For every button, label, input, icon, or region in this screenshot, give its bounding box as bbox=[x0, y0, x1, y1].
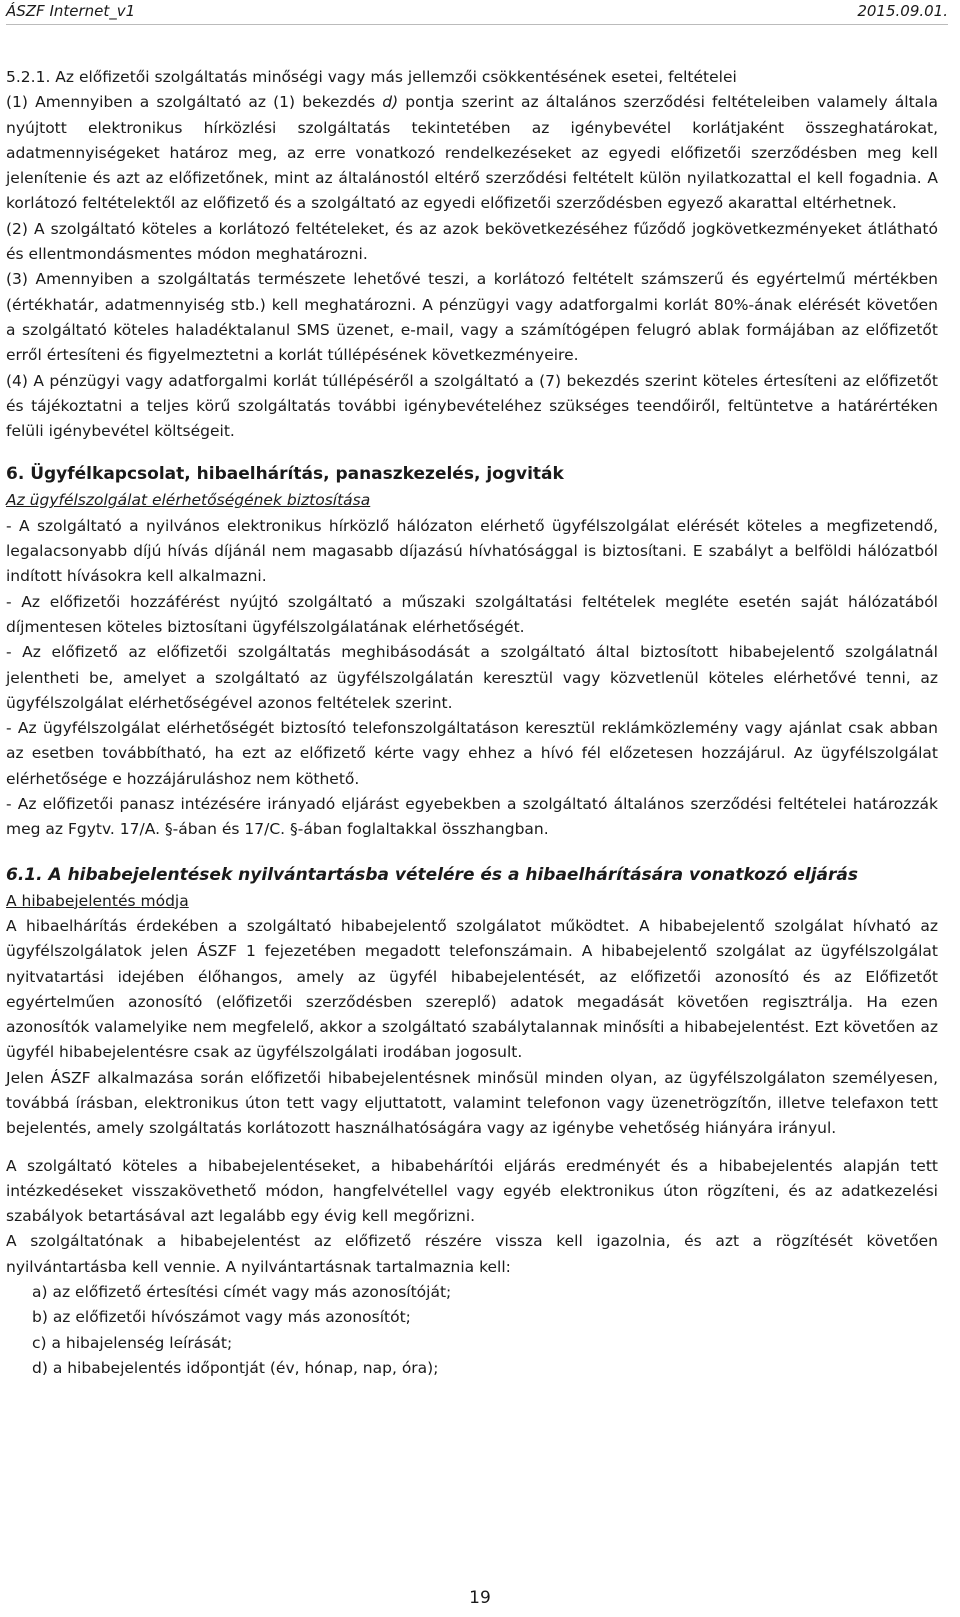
section-5-2-1-paragraph-1 bbox=[6, 90, 938, 216]
section-6-bullet-5: - Az előfizetői panasz intézésére irányadó eljárást egyebekben a szolgáltató általános szerződési feltételei határozzák meg az Fgytv. 17/A. §-ában és 17/C. §-ában foglaltakkal összhangban. bbox=[6, 795, 938, 839]
paragraph-text: (1) Amennyiben a szolgáltató az (1) bekezdés bbox=[6, 93, 383, 112]
section-5-2-1-paragraph-4: (4) A pénzügyi vagy adatforgalmi korlát túllépéséről a szolgáltató a (7) bekezdés szerint köteles értesíteni az előfizetőt és tájékoztatni a teljes körű szolgáltatás további igénybevételéhez szükséges teendőiről, feltüntetve a határértéken felüli igénybevétel költségeit. bbox=[6, 371, 938, 441]
section-6-subheading: Az ügyfélszolgálat elérhetőségének biztosítása bbox=[6, 491, 371, 510]
section-6-1-paragraph-2: Jelen ÁSZF alkalmazása során előfizetői hibabejelentésnek minősül minden olyan, az ügyfélszolgálaton személyesen, továbbá írásban, elektronikus úton tett vagy eljuttatott, valamint telefonon vagy üzenetrögzítőn, illetve telefaxon tett bejelentés, amely szolgáltatás korlátozott használhatóságára vagy az igénybe vehetőség hiányára irányul. bbox=[6, 1068, 938, 1138]
section-6-1-paragraph-4: A szolgáltatónak a hibabejelentést az előfizető részére vissza kell igazolnia, és azt a rögzítését követően nyilvántartásba kell vennie. A nyilvántartásnak tartalmaznia kell: bbox=[6, 1232, 938, 1276]
section-5-2-1-paragraph-2: (2) A szolgáltató köteles a korlátozó feltételeket, és az azok bekövetkezéséhez fűződő jogkövetkezményeket átlátható és ellentmondásmentes módon meghatározni. bbox=[6, 219, 938, 264]
list-item: b) az előfizetői hívószámot vagy más azonosítót; bbox=[32, 1308, 411, 1327]
section-6-1-paragraph-3: A szolgáltató köteles a hibabejelentéseket, a hibabehárítói eljárás eredményét és a hibabejelentés alapján tett intézkedéseket visszakövethető módon, hangfelvétellel vagy egyéb elektronikus úton rögzíteni, és az adatkezelési szabályok betartásával azt legalább egy évig kell megőrizni. bbox=[6, 1156, 938, 1226]
page-header bbox=[6, 2, 948, 25]
registry-contents-list bbox=[6, 1280, 938, 1381]
list-item: a) az előfizető értesítési címét vagy más azonosítóját; bbox=[32, 1283, 452, 1302]
paragraph-text: pontja szerint az általános szerződési feltételeiben valamely általa nyújtott elektronikus hírközlési szolgáltatás tekintetében az igénybevétel korlátjaként összeghatárokat, adatmennyiségeket határoz meg, az erre vonatkozó rendelkezéseket az egyedi előfizetői szerződésben meg kell jelenítenie és azt az előfizetőnek, mint az általánostól eltérő szerződési feltételt külön nyilatkozattal el kell fogadnia. A korlátozó feltételektől az előfizető és a szolgáltató az egyedi előfizetői szerződésben egyező akarattal eltérhetnek. bbox=[6, 93, 938, 213]
list-item: d) a hibabejelentés időpontját (év, hónap, nap, óra); bbox=[32, 1358, 439, 1377]
section-6-bullet-4: - Az ügyfélszolgálat elérhetőségét biztosító telefonszolgáltatáson keresztül reklámközlemény vagy ajánlat csak abban az esetben továbbítható, ha ezt az előfizető kérte vagy ehhez a hívó fél előzetesen hozzájárul. Az ügyfélszolgálat elérhetősége e hozzájáruláshoz nem köthető. bbox=[6, 719, 938, 788]
italic-reference: d) bbox=[382, 93, 399, 112]
section-6-bullet-3: - Az előfizető az előfizetői szolgáltatás meghibásodását a szolgáltató által biztosított hibabejelentő szolgálatnál jelentheti be, amelyet a szolgáltató az ügyfélszolgálatán keresztül vagy közvetlenül köteles elérhetővé tenni, az ügyfélszolgálat elérhetőségével azonos feltételek szerint. bbox=[6, 643, 938, 712]
section-5-2-1-paragraph-3: (3) Amennyiben a szolgáltatás természete lehetővé teszi, a korlátozó feltételt számszerű és egyértelmű mértékben (értékhatár, adatmennyiség stb.) kell meghatározni. A pénzügyi vagy adatforgalmi korlát 80%-ának elérését követően a szolgáltató köteles haladéktalanul SMS üzenet, e-mail, vagy a számítógépen felugró ablak formájában az előfizetőt erről értesíteni és figyelmeztetni a korlát túllépésének következményeire. bbox=[6, 270, 938, 365]
list-item: c) a hibajelenség leírását; bbox=[32, 1333, 233, 1352]
section-6-bullet-1: - A szolgáltató a nyilvános elektronikus hírközlő hálózaton elérhető ügyfélszolgálat elérését köteles a megfizetendő, legalacsonyabb díjú hívás díjánál nem magasabb díjazású hívhatósággal is biztosítani. E szabályt a belföldi hálózatból indított hívásokra kell alkalmazni. bbox=[6, 516, 938, 586]
section-6-1-subheading: A hibabejelentés módja bbox=[6, 891, 189, 910]
page-number: 19 bbox=[469, 1588, 491, 1608]
page-content bbox=[6, 65, 938, 1381]
section-6-heading: 6. Ügyfélkapcsolat, hibaelhárítás, panaszkezelés, jogviták bbox=[6, 464, 564, 485]
header-document-title: ÁSZF Internet_v1 bbox=[6, 2, 136, 20]
section-6-1-heading: 6.1. A hibabejelentések nyilvántartásba vételére és a hibaelhárítására vonatkozó eljárás bbox=[6, 864, 858, 885]
section-6-bullet-2: - Az előfizetői hozzáférést nyújtó szolgáltató a műszaki szolgáltatási feltételek megléte esetén saját hálózatából díjmentesen köteles biztosítani ügyfélszolgálatának elérhetőségét. bbox=[6, 592, 938, 636]
header-date: 2015.09.01. bbox=[857, 2, 948, 20]
section-6-1-paragraph-1: A hibaelhárítás érdekében a szolgáltató hibabejelentő szolgálatot működtet. A hibabejelentő szolgálat hívható az ügyfélszolgálatok jelen ÁSZF 1 fejezetében megadott telefonszámain. A hibabejelentő szolgálat az ügyfélszolgálat nyitvatartási idejében élőhangos, amely az ügyfél hibabejelentését, az előfizetői azonosító és az Előfizetőt egyértelműen azonosító (előfizetői szerződésben szereplő) adatok megadását követően regisztrálja. Ha ezen azonosítók valamelyike nem megfelelő, akkor a szolgáltató szabálytalannak minősíti a hibabejelentést. Ezt követően az ügyfél hibabejelentésre csak az ügyfélszolgálati irodában jogosult. bbox=[6, 916, 938, 1062]
section-5-2-1-title: 5.2.1. Az előfizetői szolgáltatás minőségi vagy más jellemzői csökkentésének esetei, feltételei bbox=[6, 68, 737, 86]
